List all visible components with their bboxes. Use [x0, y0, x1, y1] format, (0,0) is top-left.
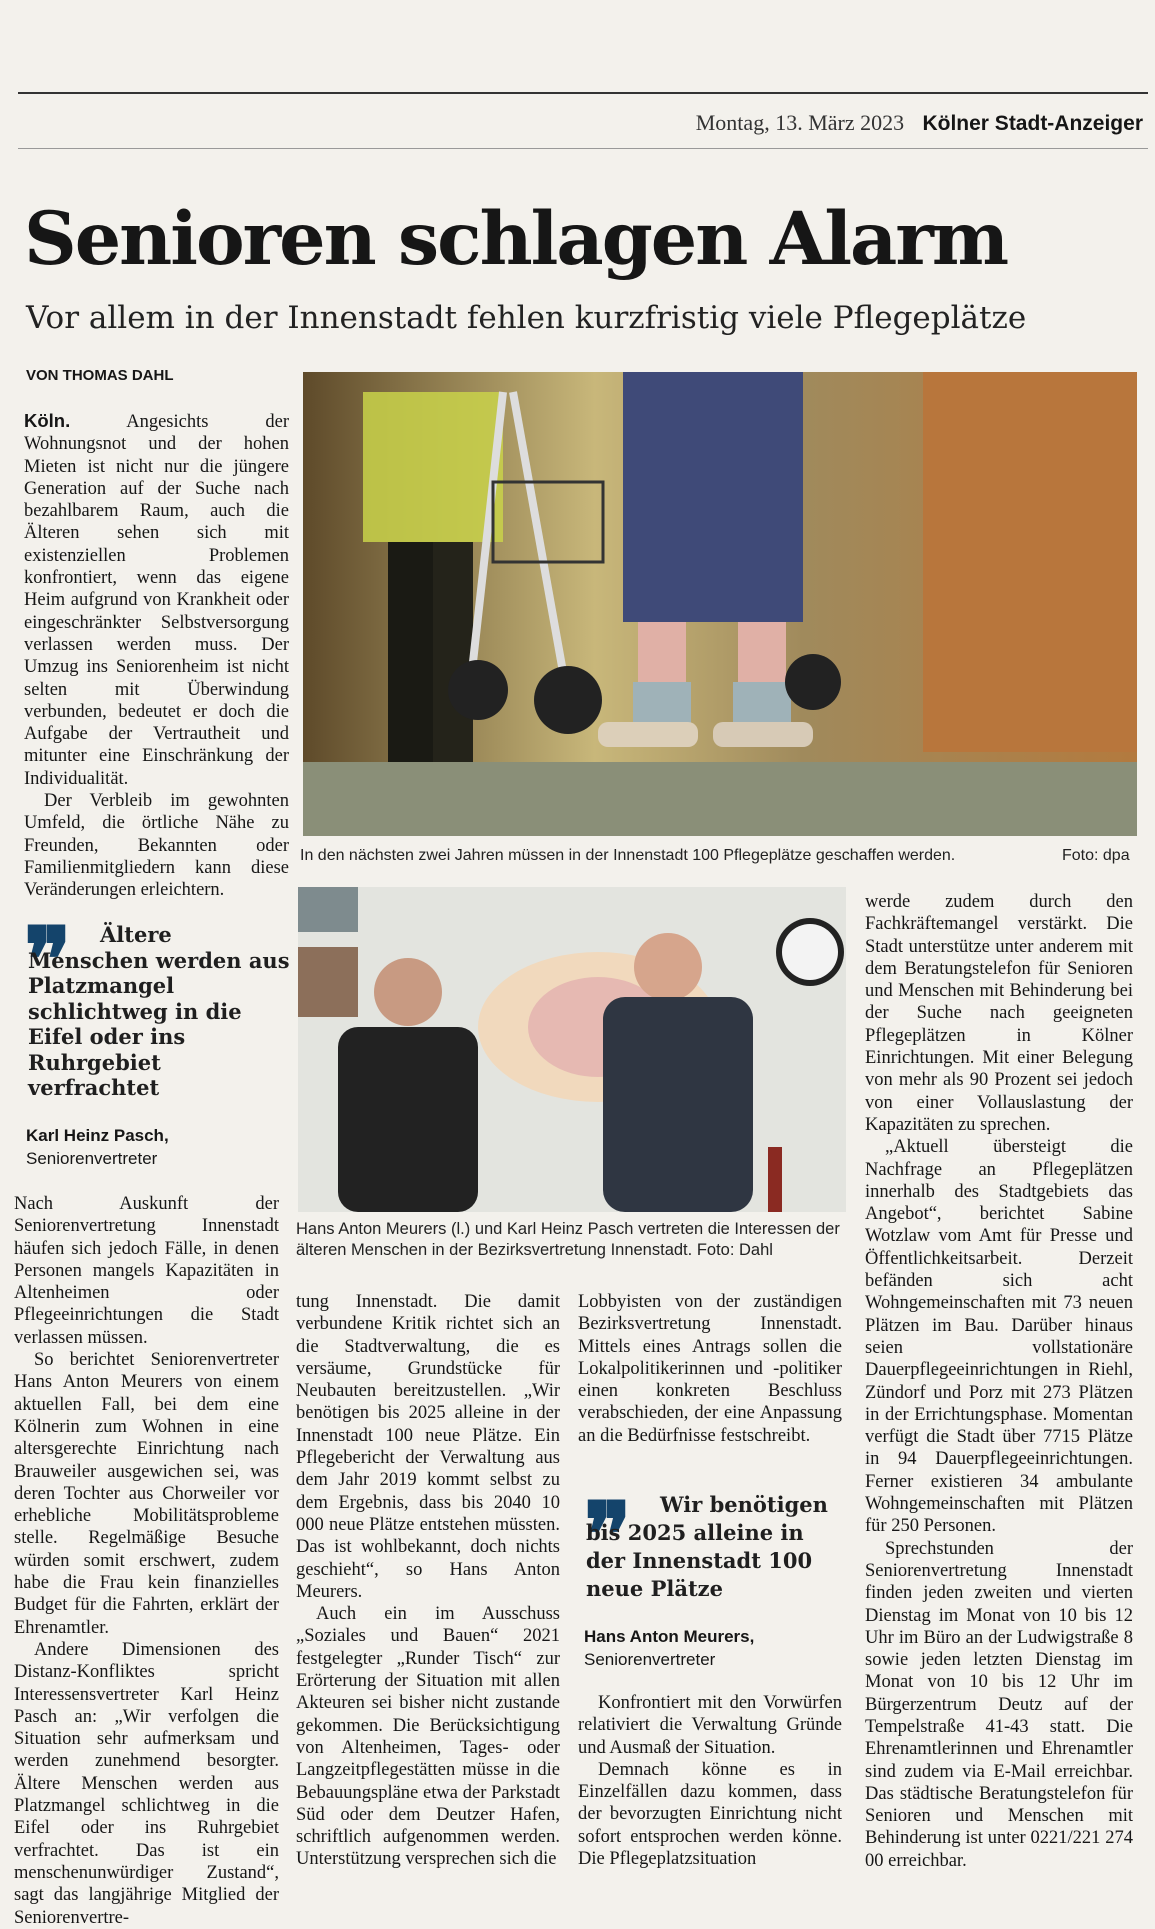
column-3-bottom — [578, 1692, 842, 1870]
pull-quote-2: Wir benötigen bis 2025 alleine in der Innenstadt 100 neue Plätze — [586, 1492, 828, 1601]
quote-1-attribution — [26, 1124, 169, 1170]
newspaper-name: Kölner Stadt-Anzeiger — [922, 112, 1143, 135]
top-rule — [18, 92, 1148, 94]
paragraph: Lobbyisten von der zuständigen Bezirksvertretung Innenstadt. Mittels eines Antrags sollen die Lokalpolitikerinnen und -politiker einen konkreten Beschluss verabschieden, der eine Anpassung an die Bedürfnisse festschreibt. — [578, 1292, 842, 1446]
walker-image — [303, 372, 1137, 836]
paragraph: Der Verbleib im gewohnten Umfeld, die örtliche Nähe zu Freunden, Bekannten oder Familienmitgliedern kann diese Veränderungen erleichtern. — [24, 791, 289, 901]
seniors-photo — [298, 887, 846, 1212]
article-subheadline: Vor allem in der Innenstadt fehlen kurzfristig viele Pflegeplätze — [26, 300, 1027, 336]
paragraph: Nach Auskunft der Seniorenvertretung Innenstadt häufen sich jedoch Fälle, in denen Personen mangels Kapazitäten in Altenheimen oder Pflegeeinrichtungen die Stadt verlassen müssen. — [14, 1194, 279, 1348]
quote-mark-icon: ❞ — [24, 907, 72, 1011]
quote-2-attribution — [584, 1625, 754, 1671]
paragraph: Konfrontiert mit den Vorwürfen relativiert die Verwaltung Gründe und Ausmaß der Situation. — [578, 1693, 842, 1758]
header-rule — [18, 148, 1148, 149]
quote-1-role: Seniorenvertreter — [26, 1149, 158, 1168]
quote-1-author: Karl Heinz Pasch, — [26, 1126, 169, 1145]
paragraph: Auch ein im Ausschuss „Soziales und Bauen“ 2021 festgelegter „Runder Tisch“ zur Erörterung der Situation mit allen Akteuren sei bisher nicht zustande gekommen. Die Berücksichtigung von Altenheimen, Tages- oder Langzeitpflegestätten müsse in die Bebauungspläne etwa der Parkstadt Süd oder dem Deutzer Hafen, schriftlich aufgenommen werden. Unterstützung versprechen sich die — [296, 1604, 560, 1870]
page-header — [696, 110, 1143, 136]
paragraph: werde zudem durch den Fachkräftemangel verstärkt. Die Stadt unterstütze unter anderem mit dem Beratungstelefon für Senioren und Menschen mit Behinderung bei der Suche nach geeigneten Pflegeplätzen in Kölner Einrichtungen. Mit einer Belegung von mehr als 90 Prozent sei jedoch von einer Vollauslastung der Kapazitäten zu sprechen. — [865, 892, 1133, 1135]
column-3-top — [578, 1291, 842, 1447]
photo-2-caption-text: Hans Anton Meurers (l.) und Karl Heinz Pasch vertreten die Interessen der älteren Menschen in der Bezirksvertretung Innenstadt. — [296, 1220, 840, 1259]
paragraph: Andere Dimensionen des Distanz-Konfliktes spricht Interessensvertreter Karl Heinz Pasch an: „Wir verfolgen die Situation sehr aufmerksam und werden zunehmend besorgter. Ältere Menschen werden aus Platzmangel schlichtweg in die Eifel oder ins Ruhrgebiet verfrachtet. Das ist ein menschenunwürdiger Zustand“, sagt das langjährige Mitglied der Seniorenvertre- — [14, 1639, 279, 1928]
paragraph: So berichtet Seniorenvertreter Hans Anton Meurers von einem aktuellen Fall, bei dem eine Kölnerin zum Wohnen in eine altersgerechte Einrichtung nach Brauweiler ausgewichen sei, was deren Tochter aus Chorweiler vor erhebliche Mobilitätsprobleme stelle. Regelmäßige Besuche würden somit erschwert, zudem habe die Frau kein finanzielles Budget für die Fahrten, erklärt der Ehrenamtler. — [14, 1350, 279, 1638]
photo-1-caption: In den nächsten zwei Jahren müssen in der Innenstadt 100 Pflegeplätze geschaffen werden. — [300, 847, 956, 864]
paragraph — [24, 410, 289, 790]
column-2 — [296, 1291, 560, 1871]
quote-2-role: Seniorenvertreter — [584, 1650, 716, 1669]
pull-quote-1: Ältere Menschen werden aus Platzmangel schlichtweg in die Eifel oder ins Ruhrgebiet verfrachtet — [28, 922, 290, 1100]
paragraph: Sprechstunden der Seniorenvertretung Innenstadt finden jeden zweiten und vierten Dienstag im Monat von 10 bis 12 Uhr im Büro an der Ludwigstraße 8 sowie jeden letzten Dienstag im Monat von 10 bis 12 Uhr im Bürgerzentrum Deutz auf der Tempelstraße 41-43 statt. Die Ehrenamtlerinnen und Ehrenamtler sind zudem via E-Mail erreichbar. Das städtische Beratungstelefon für Senioren und Menschen mit Behinderung ist unter 0221/221 274 00 erreichbar. — [865, 1538, 1133, 1871]
dateline: Köln. — [24, 410, 71, 431]
walker-photo — [303, 372, 1137, 836]
paragraph-text: Angesichts der Wohnungsnot und der hohen Mieten ist nicht nur die jüngere Generation auf der Suche nach bezahlbarem Raum, auch die Älteren sehen sich mit existenziellen Problemen konfrontiert, wenn das eigene Heim aufgrund von Krankheit oder eingeschränkter Selbstversorgung verlassen werden muss. Der Umzug ins Seniorenheim ist nicht selten mit Überwindung verbunden, bedeutet er doch die Aufgabe der Vertrautheit und mitunter eine Einschränkung der Individualität. — [24, 412, 289, 789]
quote-2-author: Hans Anton Meurers, — [584, 1627, 755, 1646]
paragraph: tung Innenstadt. Die damit verbundene Kritik richtet sich an die Stadtverwaltung, die es versäume, Grundstücke für Neubauten bereitzustellen. „Wir benötigen bis 2025 alleine in der Innenstadt 100 neue Plätze. Ein Pflegebericht der Verwaltung aus dem Jahr 2019 kommt selbst zu dem Ergebnis, dass bis 2040 10 000 neue Plätze entstehen müssten. Das ist wohlbekannt, doch nichts geschieht“, so Hans Anton Meurers. — [296, 1292, 560, 1602]
photo-1-credit: Foto: dpa — [1062, 847, 1130, 864]
article-headline: Senioren schlagen Alarm — [24, 196, 1008, 282]
paragraph: „Aktuell übersteigt die Nachfrage an Pflegeplätzen innerhalb des Stadtgebiets das Angebot“, berichtet Sabine Wotzlaw vom Amt für Presse und Öffentlichkeitsarbeit. Derzeit befänden sich acht Wohngemeinschaften mit 73 neuen Plätzen im Bau. Darüber hinaus seien vollstationäre Dauerpflegeeinrichtungen in Riehl, Zündorf und Porz mit 273 Plätzen in der Errichtungsphase. Momentan verfügt die Stadt über 7715 Plätze in 94 Dauerpflegeeinrichtungen. Ferner existieren 34 ambulante Wohngemeinschaften mit Plätzen für 250 Personen. — [865, 1137, 1133, 1537]
byline: VON THOMAS DAHL — [26, 367, 174, 384]
quote-mark-icon: ❞ — [584, 1482, 632, 1586]
column-1-top — [24, 410, 289, 902]
column-1-bottom — [14, 1193, 279, 1929]
column-4 — [865, 891, 1133, 1872]
seniors-image — [298, 887, 846, 1212]
paragraph: Demnach könne es in Einzelfällen dazu kommen, dass der bevorzugten Einrichtung nicht sofort entsprochen werden könne. Die Pflegeplatzsituation — [578, 1759, 842, 1870]
photo-2-credit: Foto: Dahl — [696, 1241, 773, 1259]
issue-date: Montag, 13. März 2023 — [695, 110, 905, 135]
photo-2-caption — [296, 1219, 846, 1261]
